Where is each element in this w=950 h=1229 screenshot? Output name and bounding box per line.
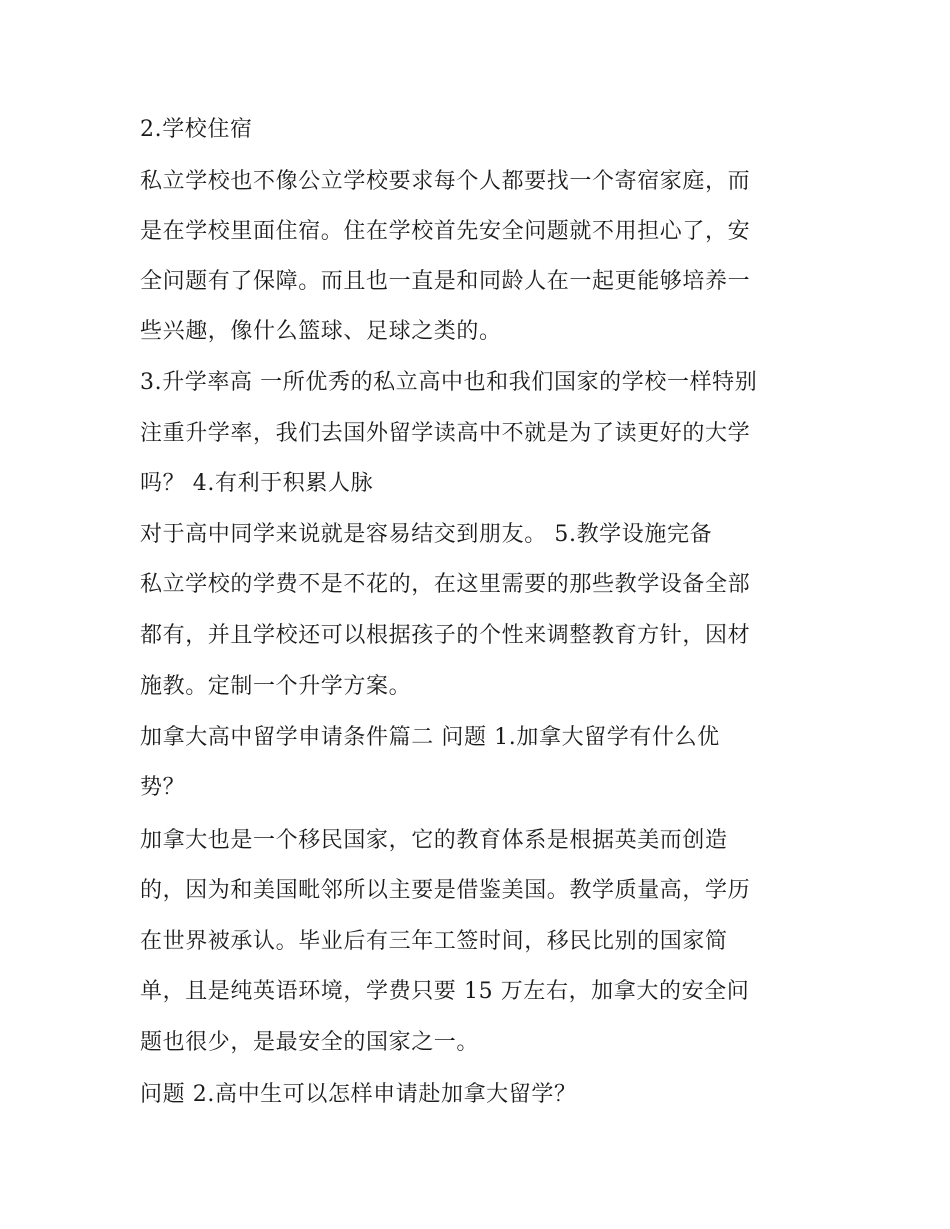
paragraph-line: 私立学校也不像公立学校要求每个人都要找一个寄宿家庭，而	[140, 169, 751, 194]
paragraph-line: 吗？ 4.有利于积累人脉	[140, 471, 374, 496]
section-heading-school-housing: 2.学校住宿	[140, 117, 253, 142]
paragraph-line: 全问题有了保障。而且也一直是和同龄人在一起更能够培养一	[140, 269, 751, 294]
paragraph-line: 势？	[140, 775, 186, 800]
paragraph-line: 在世界被承认。毕业后有三年工签时间，移民比别的国家简	[140, 929, 728, 954]
paragraph-line: 都有，并且学校还可以根据孩子的个性来调整教育方针，因材	[140, 623, 751, 648]
paragraph-line: 加拿大高中留学申请条件篇二 问题 1.加拿大留学有什么优	[140, 725, 720, 750]
paragraph-line: 加拿大也是一个移民国家，它的教育体系是根据英美而创造	[140, 828, 728, 853]
paragraph-line: 对于高中同学来说就是容易结交到朋友。 5.教学设施完备	[140, 522, 713, 547]
paragraph-line: 的，因为和美国毗邻所以主要是借鉴美国。教学质量高，学历	[140, 878, 751, 903]
paragraph-line: 施教。定制一个升学方案。	[140, 674, 412, 699]
paragraph-line: 些兴趣，像什么篮球、足球之类的。	[140, 319, 502, 344]
paragraph-line: 单，且是纯英语环境，学费只要 15 万左右，加拿大的安全问	[140, 979, 750, 1004]
question-heading: 问题 2.高中生可以怎样申请赴加拿大留学？	[140, 1082, 577, 1107]
paragraph-line: 3.升学率高 一所优秀的私立高中也和我们国家的学校一样特别	[140, 370, 758, 395]
paragraph-line: 题也很少，是最安全的国家之一。	[140, 1030, 480, 1055]
paragraph-line: 注重升学率，我们去国外留学读高中不就是为了读更好的大学	[140, 421, 751, 446]
paragraph-line: 私立学校的学费不是不花的，在这里需要的那些教学设备全部	[140, 572, 751, 597]
paragraph-line: 是在学校里面住宿。住在学校首先安全问题就不用担心了，安	[140, 219, 751, 244]
